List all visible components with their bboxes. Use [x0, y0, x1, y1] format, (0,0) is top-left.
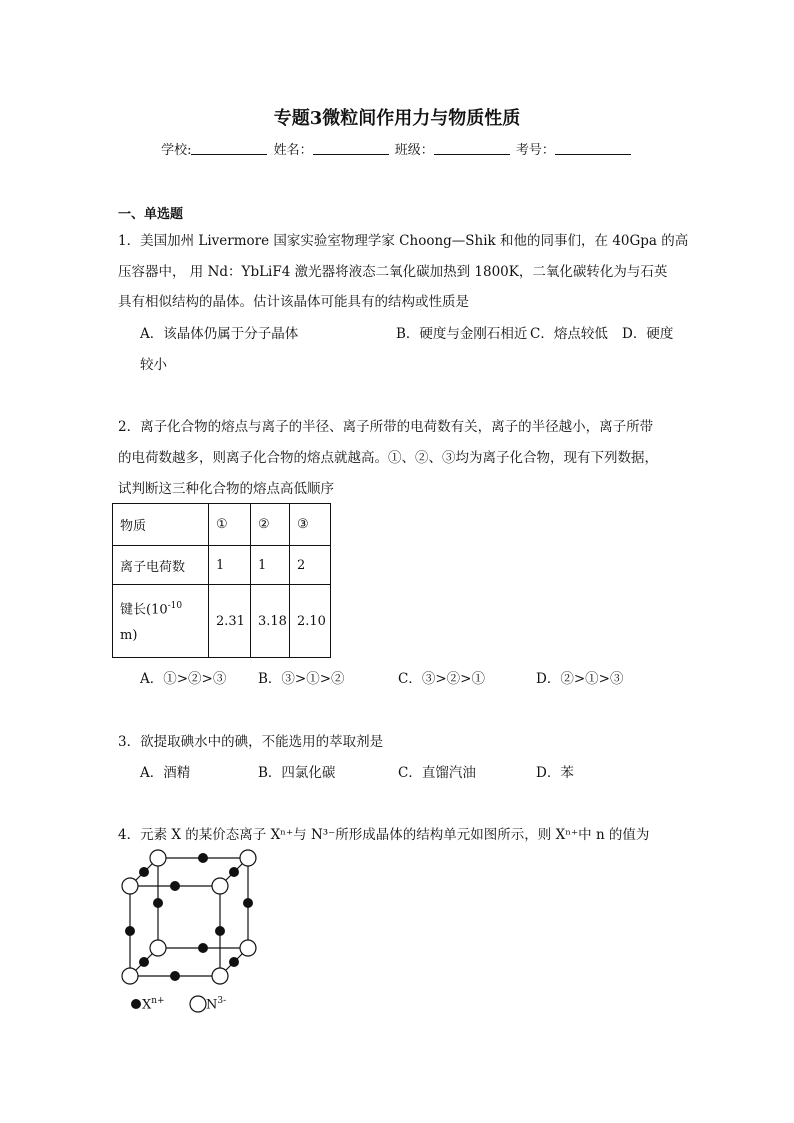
q1-line-2: 压容器中， 用 Nd：YbLiF4 激光器将液态二氧化碳加热到 1800K，二氧化碳转化为与石英 — [118, 264, 668, 280]
q2-option-a: A．①>②>③ — [140, 671, 227, 687]
q2-option-d: D．②>①>③ — [536, 671, 624, 687]
bond-length-unit: m) — [120, 628, 138, 644]
table-row — [113, 546, 331, 585]
table-cell: 1 — [251, 546, 290, 585]
n-ion-legend-icon — [190, 996, 206, 1012]
exam-number-blank — [555, 142, 631, 155]
q1-option-c: C．熔点较低 — [530, 326, 608, 342]
table-header-cell: 物质 — [113, 504, 209, 546]
school-label: 学校: — [161, 143, 192, 158]
table-row — [113, 585, 331, 658]
class-blank — [434, 142, 510, 155]
section-heading: 一、单选题 — [118, 207, 184, 222]
q2-line-1: 2．离子化合物的熔点与离子的半径、离子所带的电荷数有关，离子的半径越小，离子所带 — [118, 419, 654, 435]
table-cell: 2.31 — [209, 585, 251, 658]
q3-option-d: D．苯 — [536, 765, 574, 781]
crystal-unit-cell-diagram — [112, 846, 272, 1016]
q4-line: 4．元素 X 的某价态离子 Xⁿ⁺与 N³⁻所形成晶体的结构单元如图所示，则 Xⁿ⁺中 n 的值为 — [118, 827, 650, 843]
x-ion-legend-icon — [131, 999, 141, 1009]
table-row — [113, 504, 331, 546]
name-blank — [313, 142, 389, 155]
table-cell: 离子电荷数 — [113, 546, 209, 585]
bond-length-label: 键长(10 — [120, 602, 168, 618]
q1-option-d-continued: 较小 — [140, 357, 167, 373]
q2-line-2: 的电荷数越多，则离子化合物的熔点就越高。①、②、③均为离子化合物，现有下列数据， — [118, 450, 658, 466]
q1-option-b: B．硬度与金刚石相近 — [396, 326, 528, 342]
q1-line-3: 具有相似结构的晶体。估计该晶体可能具有的结构或性质是 — [118, 294, 469, 310]
q2-option-c: C．③>②>① — [398, 671, 485, 687]
ion-data-table — [112, 503, 331, 658]
n-ion-legend-label: $N^{3-}$ — [206, 996, 227, 1013]
school-blank — [191, 142, 267, 155]
q1-option-d: D．硬度 — [622, 326, 674, 342]
table-header-cell: ③ — [290, 504, 331, 546]
exam-number-label: 考号： — [515, 143, 555, 158]
q2-line-3: 试判断这三种化合物的熔点高低顺序 — [118, 481, 334, 497]
table-cell: 2 — [290, 546, 331, 585]
q1-line-1: 1．美国加州 Livermore 国家实验室物理学家 Choong—Shik 和他的同事们，在 40Gpa 的高 — [118, 233, 689, 249]
q3-option-c: C．直馏汽油 — [398, 765, 476, 781]
student-info-line — [0, 139, 794, 158]
table-cell: 1 — [209, 546, 251, 585]
table-cell — [113, 585, 209, 658]
q3-option-a: A．酒精 — [140, 765, 191, 781]
table-header-cell: ② — [251, 504, 290, 546]
table-cell: 2.10 — [290, 585, 331, 658]
q3-option-b: B．四氯化碳 — [258, 765, 336, 781]
q2-option-b: B．③>①>② — [258, 671, 345, 687]
q3-line: 3．欲提取碘水中的碘，不能选用的萃取剂是 — [118, 734, 384, 750]
x-ion-legend-label: $X^{n+}$ — [142, 996, 165, 1013]
name-label: 姓名： — [273, 143, 313, 158]
class-label: 班级： — [394, 143, 434, 158]
q1-option-a: A．该晶体仍属于分子晶体 — [140, 326, 299, 342]
table-header-cell: ① — [209, 504, 251, 546]
page-title: 专题3微粒间作用力与物质性质 — [273, 108, 521, 129]
bond-length-exponent: -10 — [167, 600, 183, 611]
table-cell: 3.18 — [251, 585, 290, 658]
